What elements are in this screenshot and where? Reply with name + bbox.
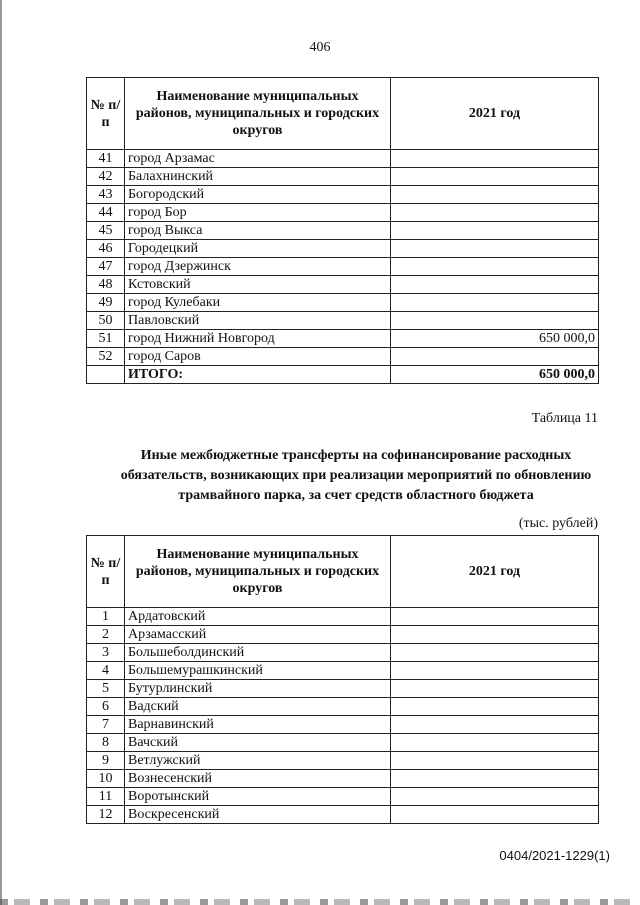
row-value [391,348,599,366]
row-number: 7 [87,716,125,734]
row-name: город Выкса [125,222,391,240]
row-value [391,752,599,770]
header-num: № п/п [87,78,125,150]
row-number: 10 [87,770,125,788]
row-number: 5 [87,680,125,698]
row-number: 4 [87,662,125,680]
table-row [87,330,599,348]
scan-bottom-edge [0,899,640,905]
row-name: Городецкий [125,240,391,258]
row-value [391,770,599,788]
total-label: ИТОГО: [125,366,391,384]
header-name: Наименование муниципальных районов, муниципальных и городских округов [125,536,391,608]
row-name: Вачский [125,734,391,752]
row-number: 46 [87,240,125,258]
row-number: 45 [87,222,125,240]
row-value [391,662,599,680]
row-number: 12 [87,806,125,824]
row-number: 9 [87,752,125,770]
row-name: город Нижний Новгород [125,330,391,348]
row-number: 48 [87,276,125,294]
table-row [87,644,599,662]
table-row [87,770,599,788]
row-name: Вознесенский [125,770,391,788]
row-name: город Кулебаки [125,294,391,312]
row-name: Воротынский [125,788,391,806]
row-value [391,258,599,276]
scan-edge [0,0,2,905]
row-number: 47 [87,258,125,276]
units-label: (тыс. рублей) [518,516,598,531]
table-upper-body [87,150,599,366]
row-value [391,294,599,312]
row-name: Большемурашкинский [125,662,391,680]
row-value [391,698,599,716]
row-name: Богородский [125,186,391,204]
row-value [391,608,599,626]
table-row [87,348,599,366]
table-row [87,734,599,752]
table-row [87,626,599,644]
row-value [391,734,599,752]
table-row [87,204,599,222]
header-name: Наименование муниципальных районов, муниципальных и городских округов [125,78,391,150]
row-value [391,150,599,168]
total-num [87,366,125,384]
row-name: Ардатовский [125,608,391,626]
table-row [87,312,599,330]
row-name: город Дзержинск [125,258,391,276]
row-value [391,240,599,258]
row-value [391,644,599,662]
table-row [87,294,599,312]
document-code: 0404/2021-1229(1) [499,848,610,863]
row-value [391,186,599,204]
table-row [87,240,599,258]
row-name: город Бор [125,204,391,222]
table-row [87,608,599,626]
table-row [87,276,599,294]
table-upper [86,77,599,384]
row-name: Кстовский [125,276,391,294]
total-row [87,366,599,384]
row-value: 650 000,0 [391,330,599,348]
row-number: 3 [87,644,125,662]
row-name: Ветлужский [125,752,391,770]
row-value [391,204,599,222]
row-number: 8 [87,734,125,752]
table-row [87,222,599,240]
row-value [391,222,599,240]
table-lower [86,535,599,824]
table-row [87,168,599,186]
table-row [87,680,599,698]
table-label: Таблица 11 [531,411,598,426]
table-row [87,806,599,824]
table-row [87,186,599,204]
row-number: 6 [87,698,125,716]
row-value [391,680,599,698]
table-row [87,150,599,168]
row-number: 41 [87,150,125,168]
row-value [391,168,599,186]
header-year: 2021 год [391,536,599,608]
row-number: 50 [87,312,125,330]
row-number: 44 [87,204,125,222]
page-number: 406 [309,40,331,55]
row-name: Павловский [125,312,391,330]
table-row [87,788,599,806]
header-num: № п/п [87,536,125,608]
table-row [87,698,599,716]
row-name: Воскресенский [125,806,391,824]
row-value [391,276,599,294]
row-value [391,788,599,806]
total-value: 650 000,0 [391,366,599,384]
table-lower-body [87,608,599,824]
row-name: Большеболдинский [125,644,391,662]
row-value [391,806,599,824]
row-value [391,716,599,734]
row-name: Балахнинский [125,168,391,186]
table-row [87,258,599,276]
row-number: 2 [87,626,125,644]
table-row [87,752,599,770]
row-number: 43 [87,186,125,204]
row-name: Бутурлинский [125,680,391,698]
row-number: 42 [87,168,125,186]
row-value [391,312,599,330]
row-number: 1 [87,608,125,626]
row-number: 11 [87,788,125,806]
row-number: 52 [87,348,125,366]
row-number: 49 [87,294,125,312]
row-name: Арзамасский [125,626,391,644]
row-name: город Саров [125,348,391,366]
row-value [391,626,599,644]
header-year: 2021 год [391,78,599,150]
table-row [87,662,599,680]
table-row [87,716,599,734]
row-number: 51 [87,330,125,348]
row-name: Варнавинский [125,716,391,734]
row-name: Вадский [125,698,391,716]
table-title: Иные межбюджетные трансферты на софинансирование расходных обязательств, возникающих при реализации мероприятий по обновлению трамвайного парка, за счет средств областного бюджета [120,448,592,503]
row-name: город Арзамас [125,150,391,168]
